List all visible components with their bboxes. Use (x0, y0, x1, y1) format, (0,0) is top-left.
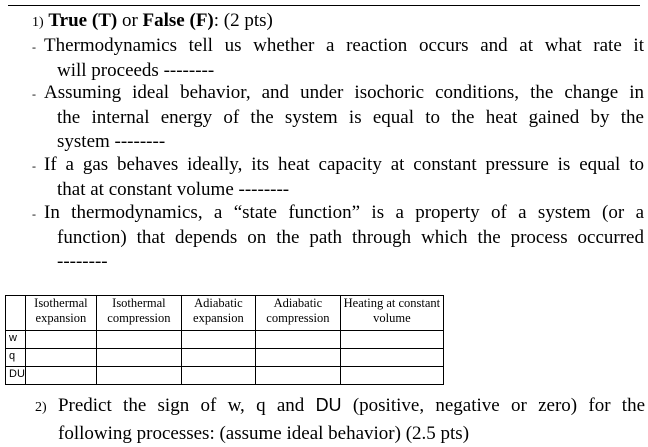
top-rule (8, 5, 640, 6)
table-header-cell: Heating at constant volume (340, 296, 443, 331)
statement-3 (32, 153, 644, 202)
table-cell[interactable] (25, 367, 96, 385)
table-cell[interactable] (181, 367, 255, 385)
table-row (6, 367, 444, 385)
bullet-dash: - (32, 40, 36, 54)
table-cell[interactable] (96, 331, 181, 349)
statement-line: system -------- (57, 131, 166, 152)
table-header-cell: Isothermal compression (96, 296, 181, 331)
table-cell[interactable] (25, 331, 96, 349)
question-2-line-1: 2) Predict the sign of w, q and DU (positive, negative or zero) for the (35, 395, 646, 416)
question-1-number: 1) (32, 15, 44, 30)
table-cell[interactable] (96, 367, 181, 385)
true-label: True (T) (48, 10, 118, 31)
statement-2 (32, 81, 644, 154)
row-label-du: DU (6, 367, 26, 385)
statement-line: -------- (57, 251, 108, 272)
row-label-w: w (6, 331, 26, 349)
or-text: or (117, 10, 143, 31)
table-cell[interactable] (181, 349, 255, 367)
table-cell[interactable] (340, 349, 443, 367)
question-1-heading (32, 10, 273, 34)
table-corner-cell (6, 296, 26, 331)
statement-line: - Assuming ideal behavior, and under isochoric conditions, the change in (32, 81, 644, 106)
table-cell[interactable] (25, 349, 96, 367)
false-label: False (F) (142, 10, 214, 31)
row-label-q: q (6, 349, 26, 367)
statement-4 (32, 201, 644, 274)
statement-line: function) that depends on the path through which the process occurred (57, 227, 644, 248)
question-2-line-2: following processes: (assume ideal behavior) (2.5 pts) (58, 423, 470, 444)
statement-line: the internal energy of the system is equal to the heat gained by the (57, 107, 644, 128)
table-cell[interactable] (255, 331, 340, 349)
table-cell[interactable] (181, 331, 255, 349)
table-cell[interactable] (340, 331, 443, 349)
bullet-dash: - (32, 207, 36, 221)
table-cell[interactable] (96, 349, 181, 367)
table-header-cell: Isothermal expansion (25, 296, 96, 331)
points-text: : (2 pts) (213, 10, 273, 31)
table-header-row (6, 296, 444, 331)
delta-u-symbol: DU (315, 395, 342, 415)
table-header-cell: Adiabatic compression (255, 296, 340, 331)
sign-table (5, 295, 444, 385)
question-2 (35, 392, 645, 447)
statement-1 (32, 34, 644, 83)
table-cell[interactable] (255, 367, 340, 385)
statement-line: - If a gas behaves ideally, its heat capacity at constant pressure is equal to (32, 153, 644, 178)
table-cell[interactable] (340, 367, 443, 385)
table-row (6, 331, 444, 349)
table-row (6, 349, 444, 367)
table-cell[interactable] (255, 349, 340, 367)
bullet-dash: - (32, 159, 36, 173)
table-header-cell: Adiabatic expansion (181, 296, 255, 331)
statement-line: - Thermodynamics tell us whether a reaction occurs and at what rate it (32, 34, 644, 59)
statement-line: will proceeds -------- (57, 60, 215, 81)
bullet-dash: - (32, 87, 36, 101)
statement-line: - In thermodynamics, a “state function” is a property of a system (or a (32, 201, 644, 226)
statement-line: that at constant volume -------- (57, 179, 290, 200)
question-2-number: 2) (35, 400, 47, 415)
